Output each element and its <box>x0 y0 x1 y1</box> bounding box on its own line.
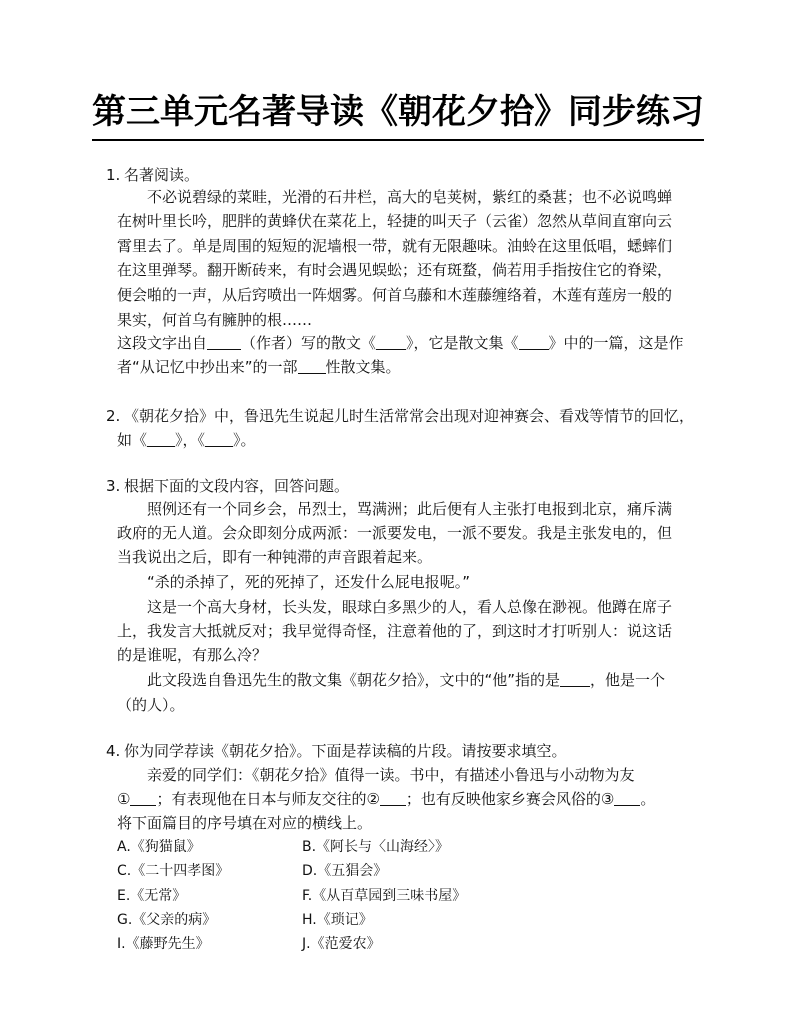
q4-fill-line <box>117 788 655 810</box>
q1-blank-author[interactable] <box>207 334 241 350</box>
q4-fill-text: 。 <box>640 790 656 808</box>
q2-blank-1[interactable] <box>147 431 175 447</box>
q1-passage-line: 果实，何首乌有臃肿的根…… <box>117 311 313 329</box>
q4-blank-1[interactable] <box>130 790 156 806</box>
q4-option: G.《父亲的病》 <box>117 912 217 928</box>
q3-fill-text: 此文段选自鲁迅先生的散文集《朝花夕拾》，文中的“他”指的是 <box>147 671 561 689</box>
q3-blank-who[interactable] <box>560 671 590 687</box>
q3-passage-line: 当我说出之后，即有一种钝滞的声音跟着起来。 <box>117 548 433 566</box>
q4-option: A.《狗猫鼠》 <box>117 839 201 855</box>
q3-fill-end: （的人）。 <box>117 696 185 714</box>
q3-fill-text: ，他是一个 <box>590 671 666 689</box>
q4-option: H.《琐记》 <box>302 912 373 928</box>
q1-fill-line <box>117 332 684 354</box>
q2-fill-text: 》。 <box>233 431 256 449</box>
q4-fill-text: ① <box>117 790 131 808</box>
q1-fill-text: （作者）写的散文《 <box>241 334 377 352</box>
q1-passage-line: 霄里去了。单是周围的短短的泥墙根一带，就有无限趣味。油蛉在这里低唱，蟋蟀们 <box>117 237 673 255</box>
q4-option: D.《五猖会》 <box>302 863 388 879</box>
q4-text: 亲爱的同学们：《朝花夕拾》值得一读。书中，有描述小鲁迅与小动物为友 <box>147 766 635 784</box>
page-title: 第三单元名著导读《朝花夕拾》同步练习 <box>92 92 704 132</box>
q4-blank-3[interactable] <box>614 790 640 806</box>
q1-passage-line: 在树叶里长吟，肥胖的黄蜂伏在菜花上，轻捷的叫天子（云雀）忽然从草间直窜向云 <box>117 212 673 230</box>
q3-passage-line: 的是谁呢，有那么冷？ <box>117 646 268 664</box>
q3-number: 3. <box>106 477 121 495</box>
q2-number: 2. <box>106 407 121 425</box>
q1-passage-line: 在这里弹琴。翻开断砖来，有时会遇见蜈蚣；还有斑蝥，倘若用手指按住它的脊梁， <box>117 261 673 279</box>
q1-fill-line <box>117 356 401 378</box>
q3-passage-line: 这是一个高大身材，长头发，眼球白多黑少的人，看人总像在渺视。他蹲在席子 <box>147 598 673 616</box>
q1-blank-collection[interactable] <box>519 334 549 350</box>
q2-fill-text: 》，《 <box>175 431 206 449</box>
q2-blank-2[interactable] <box>205 431 233 447</box>
q1-number: 1. <box>106 166 121 184</box>
q4-text: 你为同学荐读《朝花夕拾》。下面是荐读稿的片段。请按要求填空。 <box>124 742 567 760</box>
q2-fill-text: 如《 <box>117 431 148 449</box>
q4-text: 将下面篇目的序号填在对应的横线上。 <box>117 814 373 832</box>
title-rule <box>92 139 704 141</box>
q1-heading: 名著阅读。 <box>124 166 200 184</box>
q4-option: I.《藤野先生》 <box>117 936 210 952</box>
q3-passage-line: “杀的杀掉了，死的死掉了，还发什么屁电报呢。” <box>147 573 471 591</box>
q2-text: 《朝花夕拾》中，鲁迅先生说起儿时生活常常会出现对迎神赛会、看戏等情节的回忆， <box>124 407 695 425</box>
q1-fill-text: 者“从记忆中抄出来”的一部 <box>117 358 298 376</box>
q1-fill-text: 这段文字出自 <box>117 334 208 352</box>
q1-passage-line: 不必说碧绿的菜畦，光滑的石井栏，高大的皂荚树，紫红的桑葚；也不必说鸣蝉 <box>147 188 673 206</box>
q4-fill-text: ；也有反映他家乡赛会风俗的③ <box>405 790 615 808</box>
q4-number: 4. <box>106 742 121 760</box>
q1-fill-text: 》，它是散文集《 <box>406 334 519 352</box>
q4-option: F.《从百草园到三味书屋》 <box>302 888 467 904</box>
q3-heading: 根据下面的文段内容，回答问题。 <box>124 477 350 495</box>
q2-fill-line <box>117 429 256 451</box>
q3-passage-line: 上，我发言大抵就反对；我早觉得奇怪，注意着他的了，到这时才打听别人：说这话 <box>117 622 673 640</box>
q1-fill-text: 性散文集。 <box>325 358 401 376</box>
q4-blank-2[interactable] <box>380 790 406 806</box>
q1-fill-text: 》中的一篇，这是作 <box>548 334 684 352</box>
q1-passage-line: 便会啪的一声，从后窍喷出一阵烟雾。何首乌藤和木莲藤缠络着，木莲有莲房一般的 <box>117 286 673 304</box>
q1-blank-essay[interactable] <box>376 334 406 350</box>
q4-option: B.《阿长与〈山海经〉》 <box>302 839 450 855</box>
q4-fill-text: ；有表现他在日本与师友交往的② <box>156 790 380 808</box>
q4-option: C.《二十四孝图》 <box>117 863 230 879</box>
q3-passage-line: 政府的无人道。会众即刻分成两派：一派要发电，一派不要发。我是主张发电的，但 <box>117 524 673 542</box>
q4-option: E.《无常》 <box>117 888 187 904</box>
q3-passage-line: 照例还有一个同乡会，吊烈士，骂满洲；此后便有人主张打电报到北京，痛斥满 <box>147 500 673 518</box>
q3-fill-line <box>147 669 665 691</box>
q1-blank-type[interactable] <box>298 358 326 374</box>
q4-option: J.《范爱农》 <box>302 936 381 952</box>
